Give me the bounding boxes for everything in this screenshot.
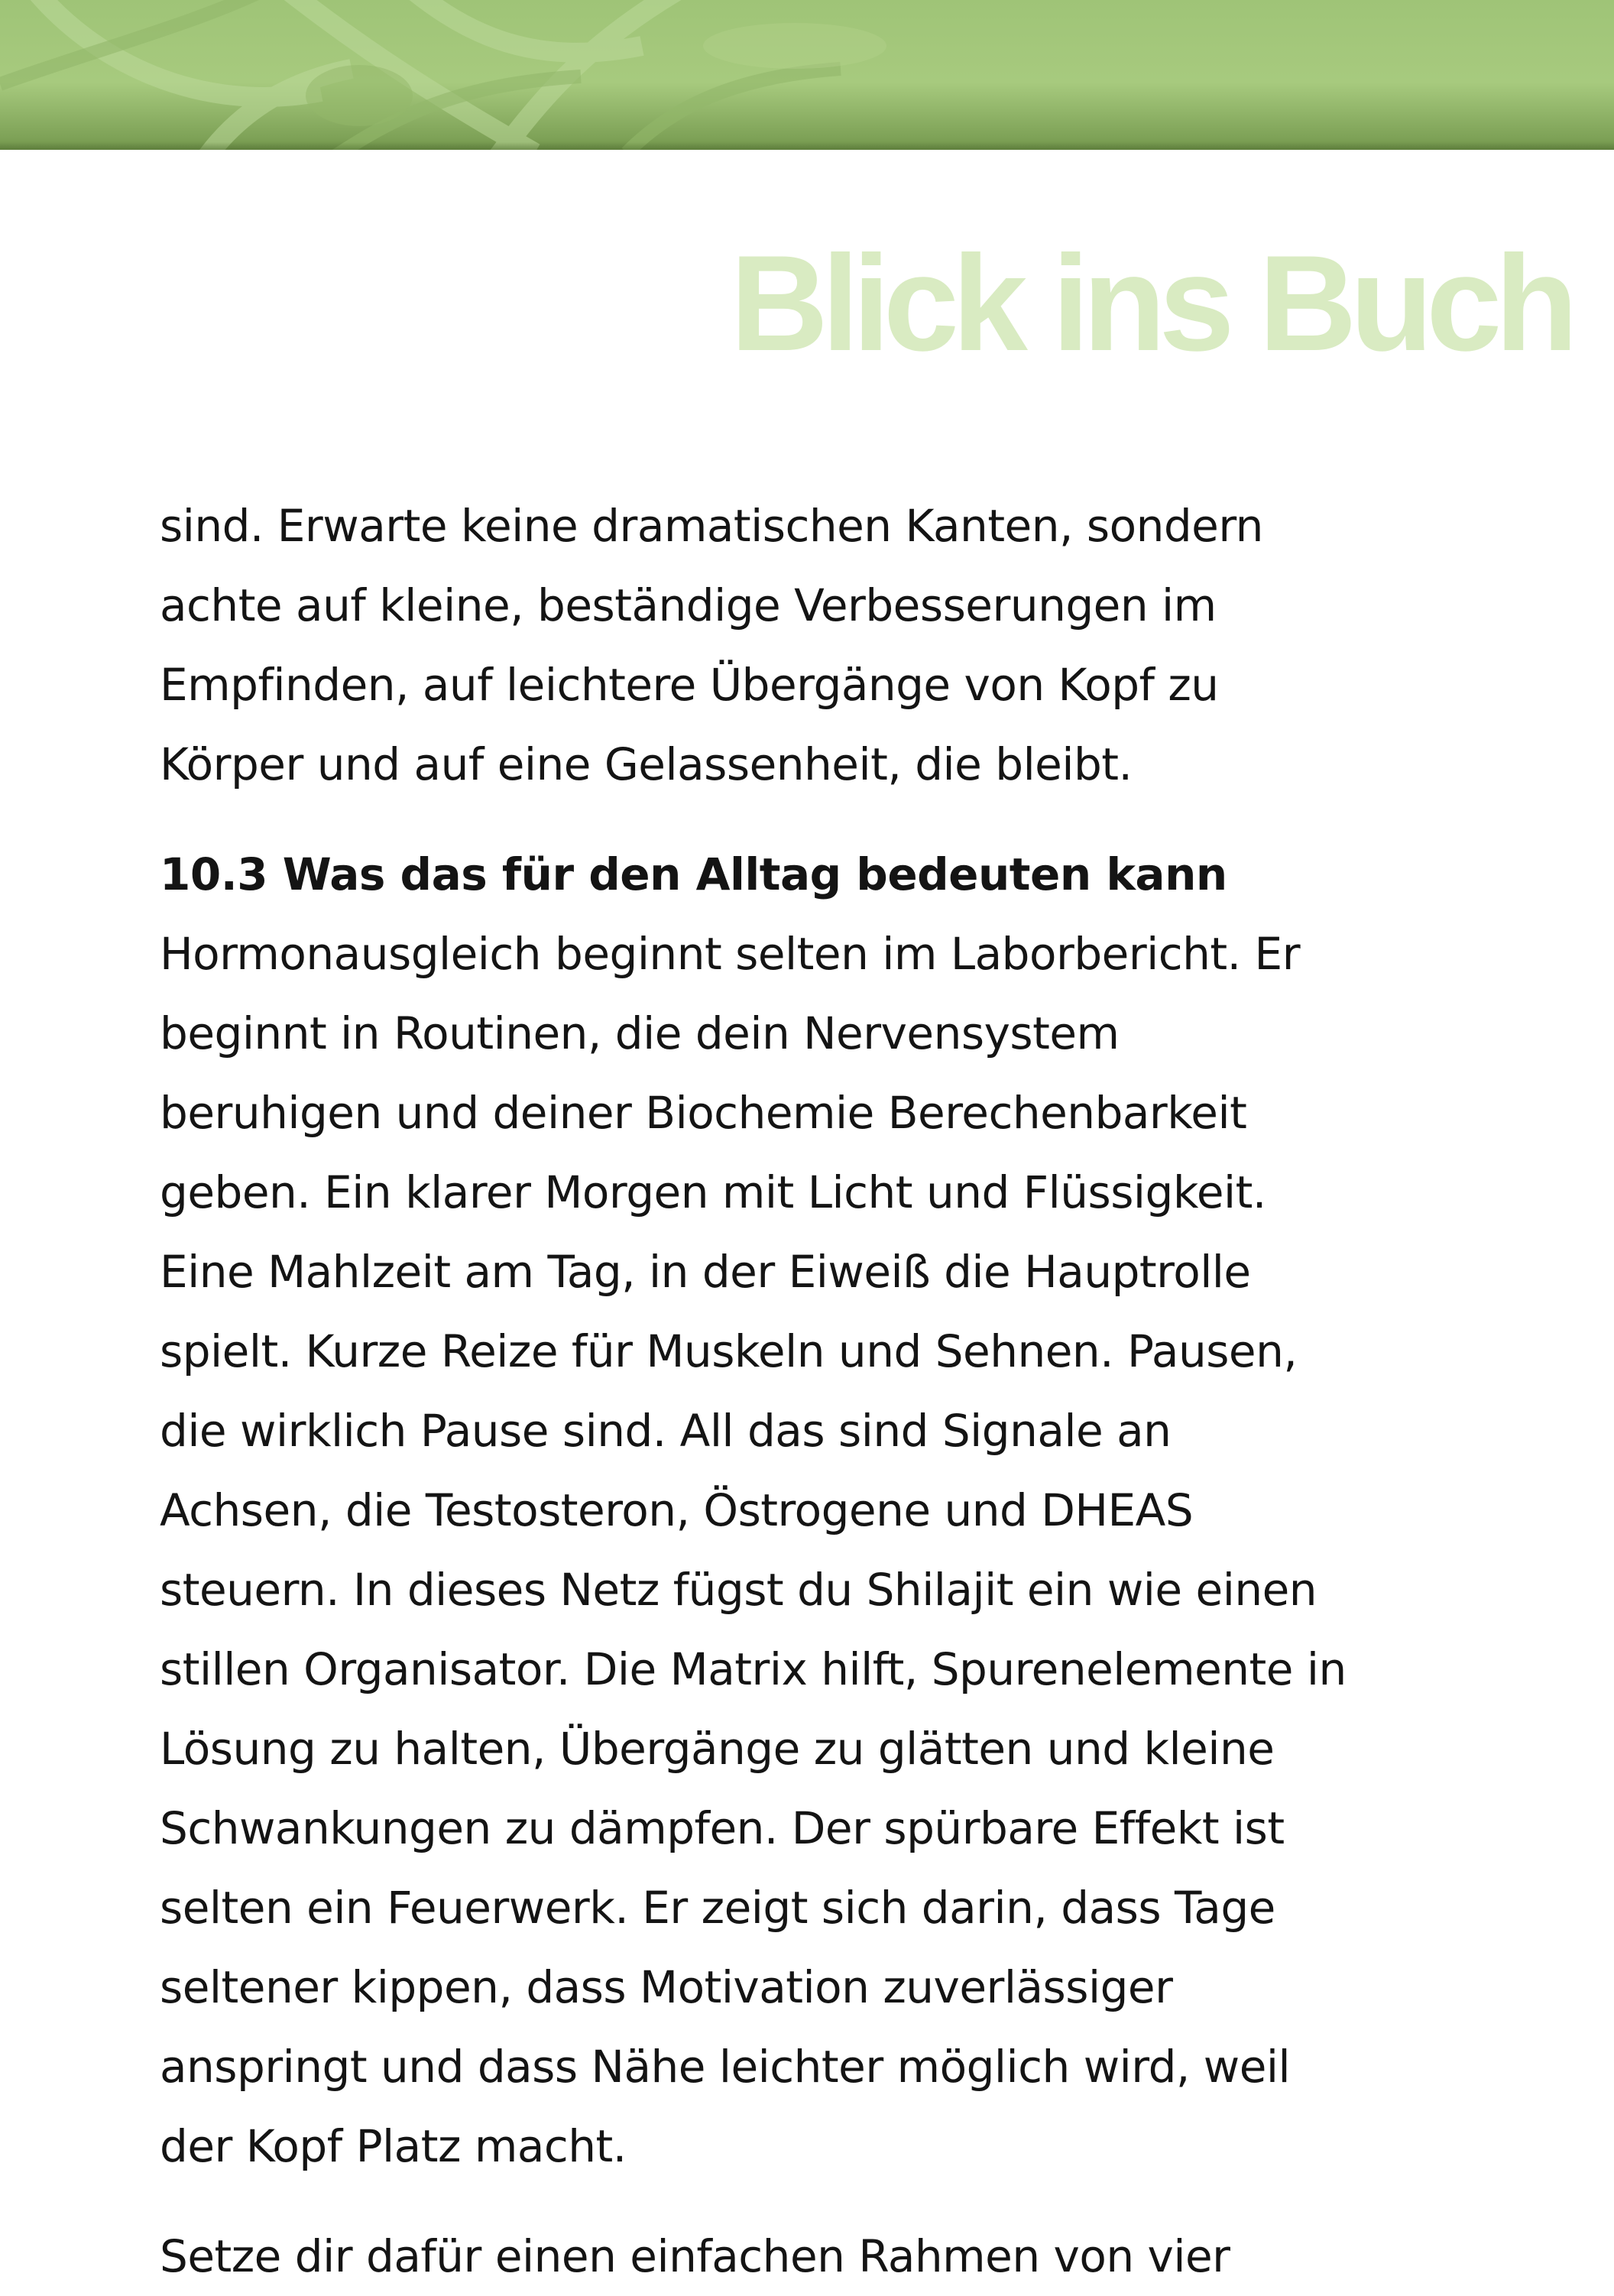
banner-pattern-graphic (0, 0, 1614, 150)
header-banner (0, 0, 1614, 150)
text-line: der Kopf Platz macht. (160, 2120, 627, 2172)
text-line: spielt. Kurze Reize für Muskeln und Sehnen. Pausen, (160, 1325, 1298, 1377)
text-line: Körper und auf eine Gelassenheit, die bleibt. (160, 738, 1133, 790)
text-line: Eine Mahlzeit am Tag, in der Eiweiß die Hauptrolle (160, 1246, 1251, 1298)
paragraph-3 (160, 2217, 1566, 2296)
text-line: stillen Organisator. Die Matrix hilft, Spurenelemente in (160, 1643, 1347, 1695)
text-line: Hormonausgleich beginnt selten im Laborbericht. Er (160, 928, 1301, 980)
text-line: Lösung zu halten, Übergänge zu glätten und kleine (160, 1723, 1275, 1775)
text-line: selten ein Feuerwerk. Er zeigt sich darin, dass Tage (160, 1882, 1275, 1934)
section-heading: Blick ins Buch (730, 227, 1571, 379)
text-line: die wirklich Pause sind. All das sind Signale an (160, 1405, 1172, 1457)
text-line: beruhigen und deiner Biochemie Berechenbarkeit (160, 1087, 1247, 1139)
text-line: seltener kippen, dass Motivation zuverlässiger (160, 1961, 1173, 2013)
text-line: steuern. In dieses Netz fügst du Shilajit ein wie einen (160, 1564, 1317, 1616)
text-line: anspringt und dass Nähe leichter möglich wird, weil (160, 2041, 1291, 2093)
paragraph-1 (160, 486, 1566, 804)
text-line: Schwankungen zu dämpfen. Der spürbare Effekt ist (160, 1802, 1285, 1854)
text-line: Empfinden, auf leichtere Übergänge von Kopf zu (160, 659, 1219, 711)
paragraph-2 (160, 835, 1566, 2186)
text-line: beginnt in Routinen, die dein Nervensystem (160, 1007, 1120, 1059)
text-line: geben. Ein klarer Morgen mit Licht und Flüssigkeit. (160, 1166, 1266, 1218)
text-line: Achsen, die Testosteron, Östrogene und DHEAS (160, 1484, 1194, 1536)
subsection-title: 10.3 Was das für den Alltag bedeuten kann (160, 848, 1227, 900)
text-line: achte auf kleine, beständige Verbesserungen im (160, 579, 1217, 631)
book-excerpt (160, 486, 1566, 2296)
text-line: Setze dir dafür einen einfachen Rahmen von vier (160, 2230, 1230, 2282)
banner-bottom-shadow (0, 142, 1614, 150)
text-line: sind. Erwarte keine dramatischen Kanten, sondern (160, 500, 1263, 552)
